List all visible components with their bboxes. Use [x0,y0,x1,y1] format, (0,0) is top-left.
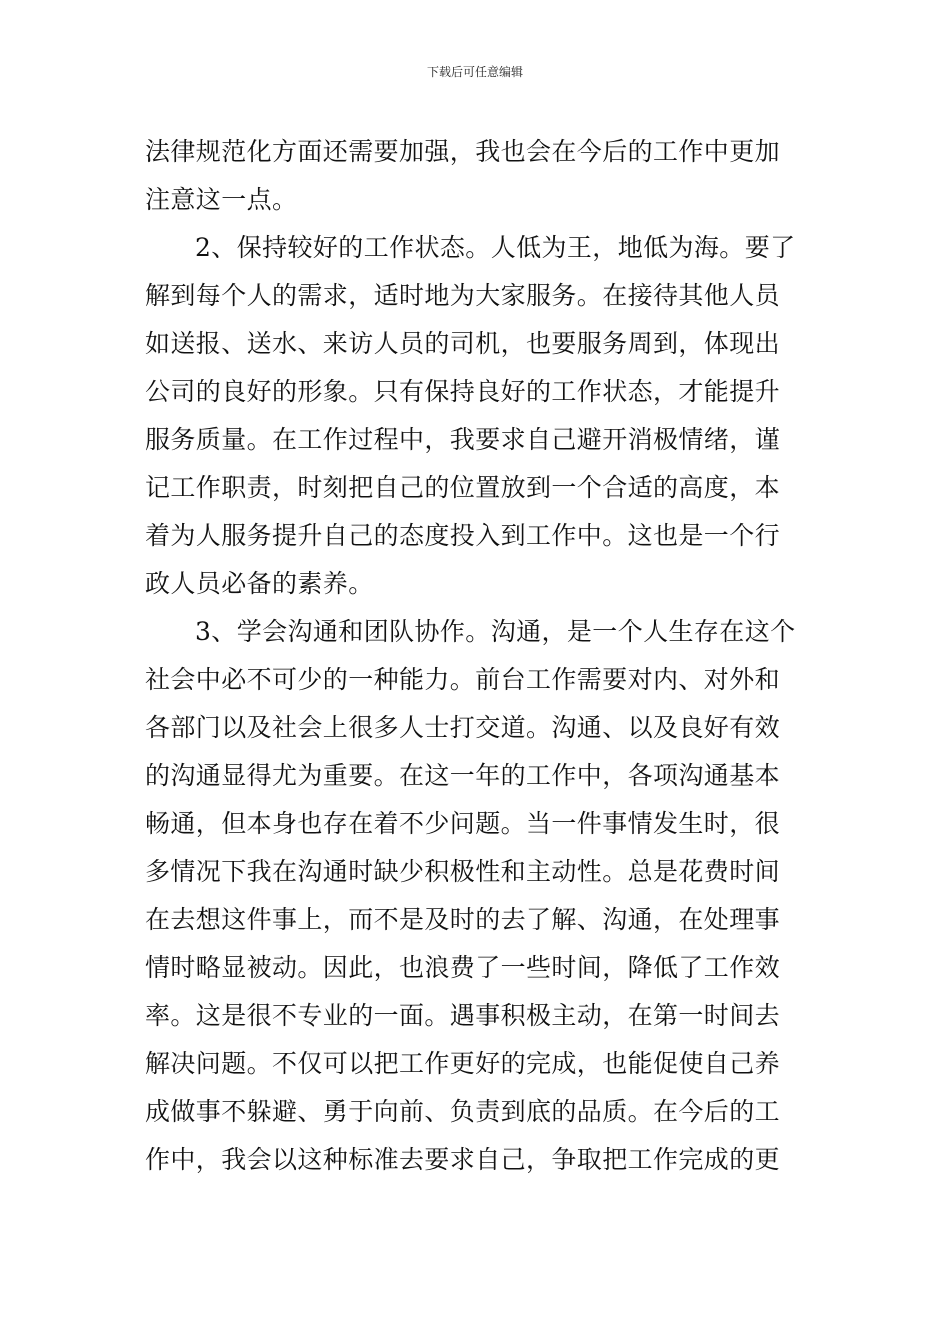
text-line: 解决问题。不仅可以把工作更好的完成，也能促使自己养 [145,1049,781,1078]
text-line: 成做事不躲避、勇于向前、负责到底的品质。在今后的工 [145,1097,781,1126]
text-line: 社会中必不可少的一种能力。前台工作需要对内、对外和 [145,665,781,694]
text-line: 多情况下我在沟通时缺少积极性和主动性。总是花费时间 [145,857,781,886]
paragraph-start-line: 3、学会沟通和团队协作。沟通，是一个人生存在这个 [195,617,796,646]
text-line: 在去想这件事上，而不是及时的去了解、沟通，在处理事 [145,905,781,934]
text-line: 率。这是很不专业的一面。遇事积极主动，在第一时间去 [145,1001,781,1030]
text-line: 情时略显被动。因此，也浪费了一些时间，降低了工作效 [145,953,781,982]
text-line: 法律规范化方面还需要加强，我也会在今后的工作中更加 [145,137,781,166]
document-body [145,128,810,1184]
text-line: 注意这一点。 [145,185,298,214]
text-line: 作中，我会以这种标准去要求自己，争取把工作完成的更 [145,1145,781,1174]
text-line: 服务质量。在工作过程中，我要求自己避开消极情绪，谨 [145,425,781,454]
text-line: 记工作职责，时刻把自己的位置放到一个合适的高度，本 [145,473,781,502]
text-line: 各部门以及社会上很多人士打交道。沟通、以及良好有效 [145,713,781,742]
text-line: 政人员必备的素养。 [145,569,374,598]
text-line: 畅通，但本身也存在着不少问题。当一件事情发生时，很 [145,809,781,838]
text-line: 着为人服务提升自己的态度投入到工作中。这也是一个行 [145,521,781,550]
text-line: 如送报、送水、来访人员的司机，也要服务周到，体现出 [145,329,781,358]
text-line: 的沟通显得尤为重要。在这一年的工作中，各项沟通基本 [145,761,781,790]
text-line: 解到每个人的需求，适时地为大家服务。在接待其他人员 [145,281,781,310]
paragraph-start-line: 2、保持较好的工作状态。人低为王，地低为海。要了 [195,233,796,262]
page-header: 下载后可任意编辑 [426,65,523,79]
text-line: 公司的良好的形象。只有保持良好的工作状态，才能提升 [145,377,781,406]
